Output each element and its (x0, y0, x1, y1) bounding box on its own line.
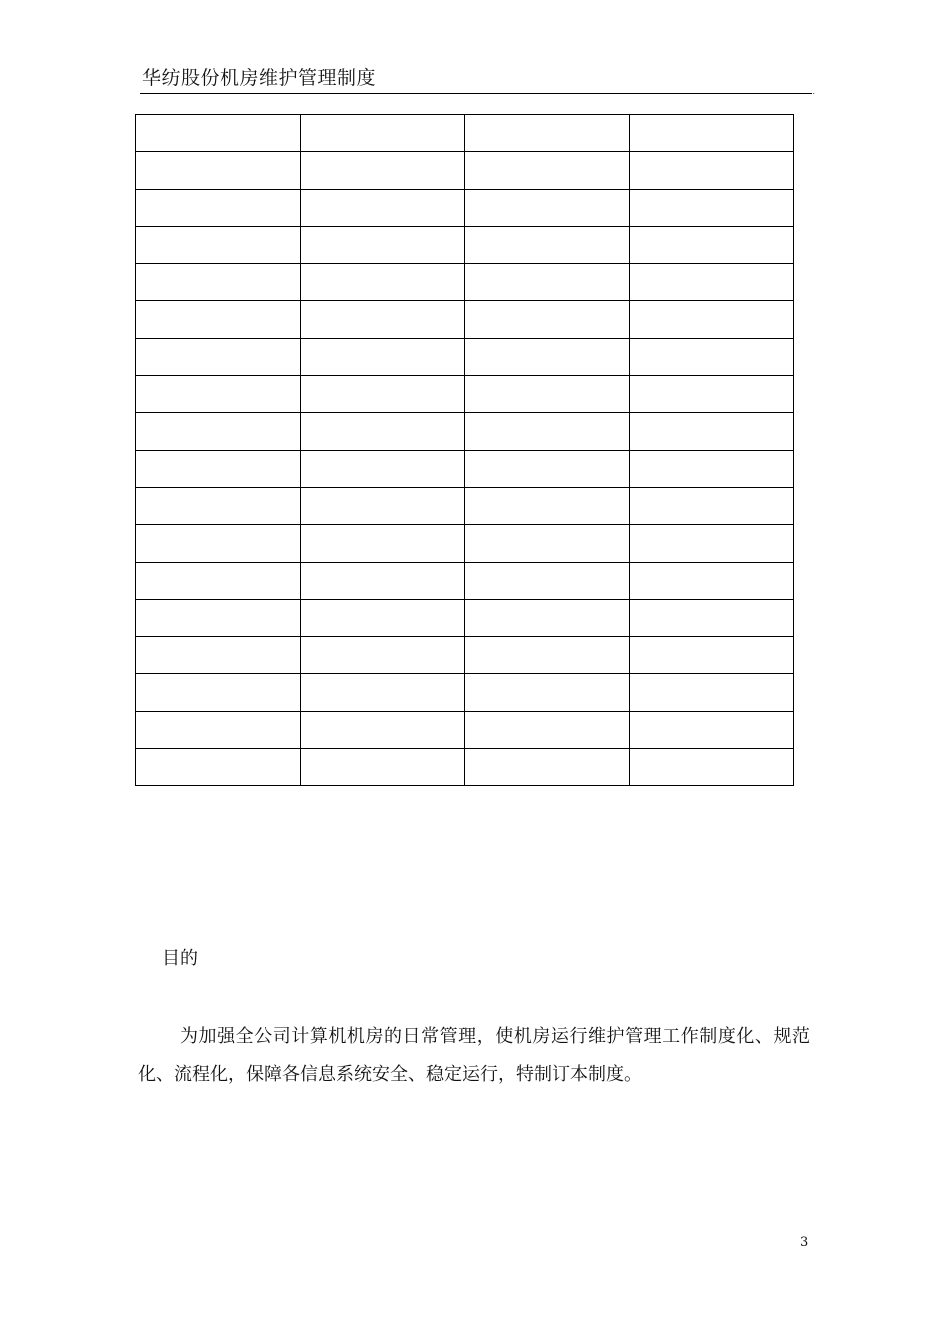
table-cell (300, 637, 465, 674)
table-cell (629, 301, 794, 338)
table-cell (136, 152, 301, 189)
table-body (136, 115, 794, 786)
table-row (136, 376, 794, 413)
table-cell (136, 376, 301, 413)
table-cell (136, 711, 301, 748)
table-cell (300, 264, 465, 301)
table-cell (136, 189, 301, 226)
header-title: 华纺股份机房维护管理制度 (142, 67, 377, 89)
table-row (136, 711, 794, 748)
table-row (136, 525, 794, 562)
table-cell (629, 264, 794, 301)
table-cell (300, 562, 465, 599)
table-cell (465, 450, 630, 487)
table-row (136, 637, 794, 674)
table-cell (629, 413, 794, 450)
table-row (136, 749, 794, 786)
table-cell (136, 301, 301, 338)
table-cell (465, 189, 630, 226)
table-cell (300, 413, 465, 450)
table-cell (300, 115, 465, 152)
table-cell (136, 450, 301, 487)
table-cell (465, 226, 630, 263)
table-cell (465, 599, 630, 636)
blank-table (135, 114, 794, 786)
body-paragraph: 为加强全公司计算机机房的日常管理，使机房运行维护管理工作制度化、规范化、流程化，保障各信息系统安全、稳定运行，特制订本制度。 (138, 1026, 810, 1085)
page-header (140, 64, 815, 96)
page-number: 3 (800, 1235, 809, 1250)
table-row (136, 674, 794, 711)
table-row (136, 599, 794, 636)
table-row (136, 487, 794, 524)
table-cell (465, 376, 630, 413)
table-row (136, 450, 794, 487)
table-cell (465, 301, 630, 338)
table-cell (136, 749, 301, 786)
header-corner-mark: . (812, 87, 815, 96)
table-cell (465, 674, 630, 711)
table-cell (465, 152, 630, 189)
table-cell (300, 487, 465, 524)
table-cell (300, 599, 465, 636)
section-heading: 目的 (162, 948, 198, 969)
table-cell (136, 115, 301, 152)
table-row (136, 115, 794, 152)
table-cell (629, 376, 794, 413)
table-cell (300, 338, 465, 375)
table-cell (136, 637, 301, 674)
table-cell (136, 562, 301, 599)
table-cell (465, 711, 630, 748)
table-cell (300, 301, 465, 338)
table-cell (465, 264, 630, 301)
table-cell (136, 413, 301, 450)
table-cell (136, 525, 301, 562)
table-row (136, 301, 794, 338)
table-cell (136, 674, 301, 711)
table-cell (629, 749, 794, 786)
table-cell (629, 525, 794, 562)
table-row (136, 152, 794, 189)
table-cell (300, 711, 465, 748)
table-cell (629, 674, 794, 711)
table-row (136, 562, 794, 599)
table-cell (300, 189, 465, 226)
table-cell (629, 189, 794, 226)
table-cell (465, 525, 630, 562)
table-cell (629, 338, 794, 375)
table-cell (465, 115, 630, 152)
table-cell (629, 562, 794, 599)
table-cell (300, 525, 465, 562)
table-cell (300, 450, 465, 487)
table-cell (629, 487, 794, 524)
table-cell (300, 674, 465, 711)
table-cell (136, 338, 301, 375)
table-cell (629, 711, 794, 748)
table-cell (136, 599, 301, 636)
table-row (136, 338, 794, 375)
table-cell (629, 226, 794, 263)
table-cell (300, 749, 465, 786)
table-cell (629, 450, 794, 487)
table-cell (629, 599, 794, 636)
table-cell (300, 152, 465, 189)
table-cell (300, 376, 465, 413)
table-cell (136, 226, 301, 263)
table-cell (629, 115, 794, 152)
table-cell (465, 562, 630, 599)
table-cell (629, 637, 794, 674)
table-cell (465, 637, 630, 674)
table-cell (465, 413, 630, 450)
table-row (136, 189, 794, 226)
table-row (136, 226, 794, 263)
table-cell (465, 338, 630, 375)
table-cell (629, 152, 794, 189)
table-row (136, 413, 794, 450)
table-cell (300, 226, 465, 263)
table-cell (465, 487, 630, 524)
table-row (136, 264, 794, 301)
table-cell (136, 487, 301, 524)
table-cell (465, 749, 630, 786)
table-cell (136, 264, 301, 301)
